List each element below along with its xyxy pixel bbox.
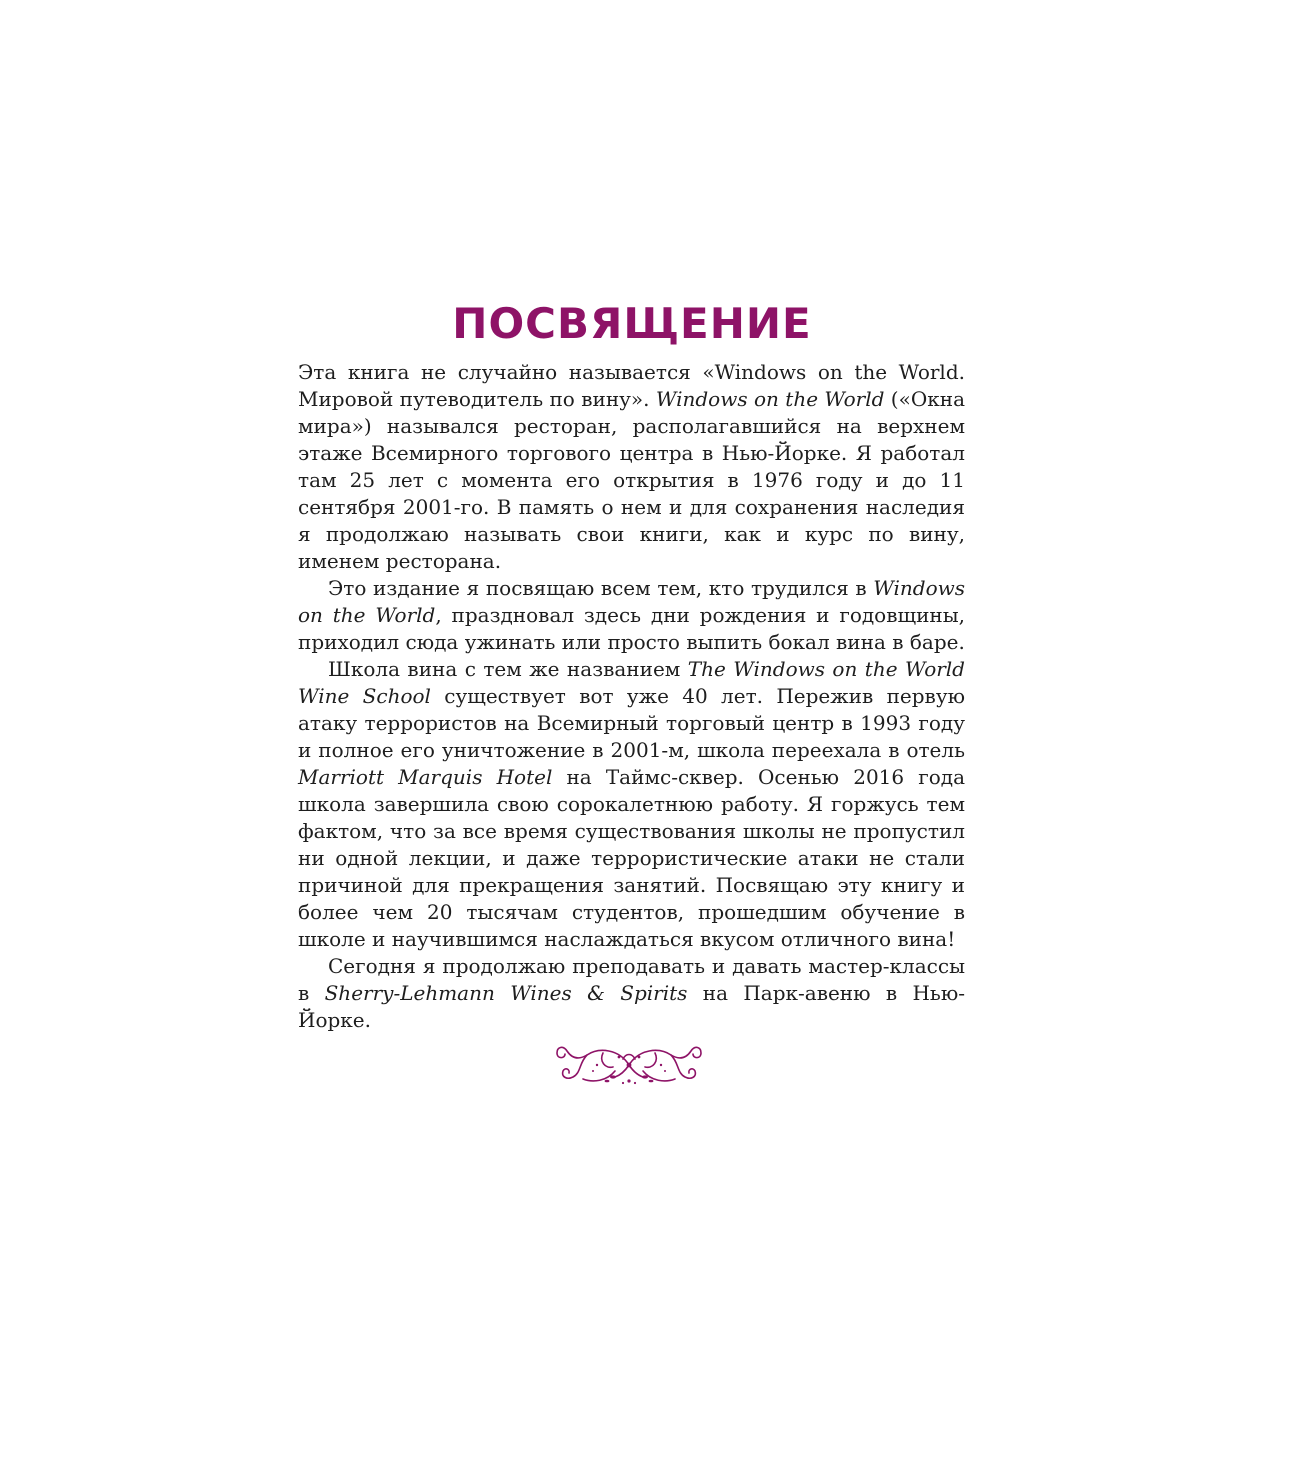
italic-segment: Marriott Marquis Hotel: [298, 765, 553, 789]
page-title: ПОСВЯЩЕНИЕ: [452, 299, 812, 348]
italic-segment: Windows on the World: [655, 387, 885, 411]
text-segment: на Таймс-сквер. Осенью 2016 года школа завершила свою сорокалетнюю работу. Я горжусь тем фактом, что за все время существования школы не пропустил ни одной лекции, и даже террористические атаки не стали причиной для прекращения занятий. Посвящаю эту книгу и более чем 20 тысячам студентов, прошедшим обучение в школе и научившимся наслаждаться вкусом отличного вина!: [298, 765, 965, 951]
text-segment: Это издание я посвящаю всем тем, кто трудился в: [328, 576, 874, 600]
dedication-text: [298, 359, 965, 1034]
text-segment: существует вот уже 40 лет. Пережив первую атаку террористов на Всемирный торговый центр в 1993 году и полное его уничтожение в 2001-м, школа переехала в отель: [298, 684, 965, 762]
floral-flourish-icon: [553, 1041, 705, 1091]
text-segment: Сегодня я продолжаю преподавать и давать мастер-классы в: [298, 954, 965, 1005]
italic-segment: The Windows on the World Wine School: [298, 657, 965, 708]
italic-segment: Windows on the World: [298, 576, 965, 627]
text-segment: на Парк-авеню в Нью-Йорке.: [298, 981, 965, 1032]
text-segment: Школа вина с тем же названием: [328, 657, 688, 681]
text-segment: Эта книга не случайно называется «Windows on the World. Мировой путеводитель по вину».: [298, 360, 965, 411]
text-segment: , праздновал здесь дни рождения и годовщины, приходил сюда ужинать или просто выпить бокал вина в баре.: [298, 603, 966, 654]
paragraph-4: [298, 953, 965, 1034]
paragraph-1: [298, 359, 965, 575]
paragraph-2: [298, 575, 965, 656]
paragraph-3: [298, 656, 965, 953]
text-segment: («Окна мира») назывался ресторан, располагавшийся на верхнем этаже Всемирного торгового центра в Нью-Йорке. Я работал там 25 лет с момента его открытия в 1976 году и до 11 сентября 2001-го. В память о нем и для сохранения наследия я продолжаю называть свои книги, как и курс по вину, именем ресторана.: [298, 387, 965, 573]
italic-segment: Sherry-Lehmann Wines & Spirits: [324, 981, 688, 1005]
